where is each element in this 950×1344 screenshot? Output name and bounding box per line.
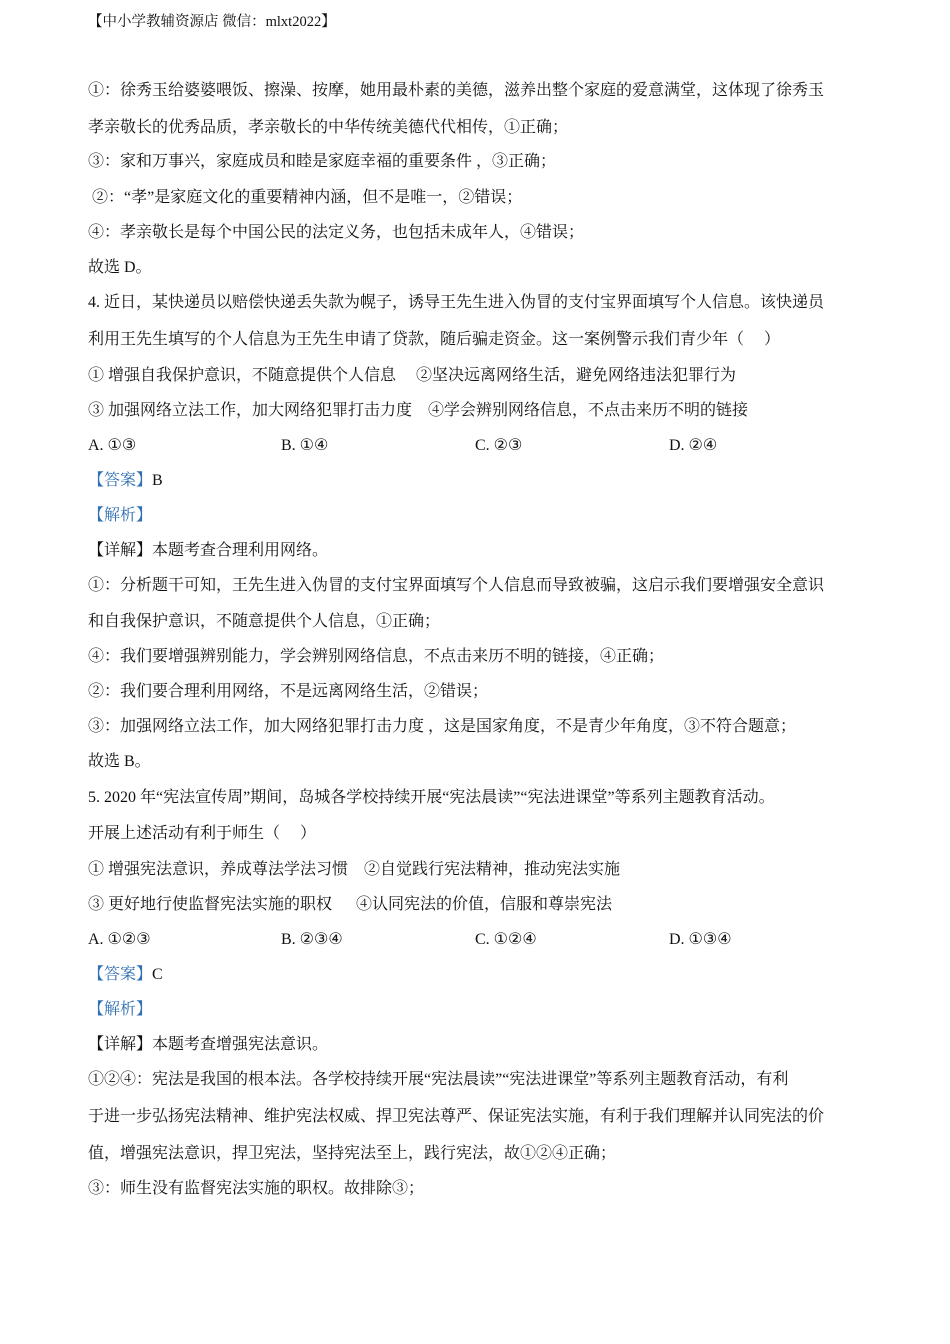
detail-line: 【详解】本题考查合理利用网络。	[88, 542, 329, 559]
detail-line: 值，增强宪法意识，捍卫宪法，坚持宪法至上，践行宪法，故①②④正确；	[88, 1145, 617, 1162]
option-c: C. ①②④	[475, 931, 537, 948]
option-b: B. ①④	[281, 437, 329, 454]
question-stem: 4. 近日，某快递员以赔偿快递丢失款为幌子，诱导王先生进入伪冒的支付宝界面填写个人信息。该快递员	[88, 294, 825, 311]
question-stem: 5. 2020 年“宪法宣传周”期间，岛城各学校持续开展“宪法晨读”“宪法进课堂”等系列主题教育活动。	[88, 789, 775, 806]
analysis-line: ④：孝亲敬长是每个中国公民的法定义务，也包括未成年人，④错误；	[88, 224, 585, 241]
answer-value: C	[152, 966, 163, 983]
detail-line: 和自我保护意识，不随意提供个人信息，①正确；	[88, 613, 441, 630]
detail-line: ①②④：宪法是我国的根本法。各学校持续开展“宪法晨读”“宪法进课堂”等系列主题教育活动，有利	[88, 1071, 789, 1088]
detail-line: ①：分析题干可知，王先生进入伪冒的支付宝界面填写个人信息而导致被骗，这启示我们要增强安全意识	[88, 577, 825, 594]
answer-label: 【答案】	[88, 966, 153, 983]
analysis-label: 【解析】	[88, 507, 153, 524]
detail-line: ④：我们要增强辨别能力，学会辨别网络信息，不点击来历不明的链接，④正确；	[88, 648, 665, 665]
detail-line: ③：师生没有监督宪法实施的职权。故排除③；	[88, 1180, 425, 1197]
option-b: B. ②③④	[281, 931, 343, 948]
question-statements: ① 增强宪法意识，养成尊法学法习惯 ②自觉践行宪法精神，推动宪法实施	[88, 861, 621, 878]
analysis-line: ③：家和万事兴，家庭成员和睦是家庭幸福的重要条件 ，③正确；	[88, 153, 557, 170]
option-a: A. ①②③	[88, 931, 151, 948]
option-d: D. ②④	[669, 437, 718, 454]
detail-conclusion: 故选 B。	[88, 753, 151, 770]
option-a: A. ①③	[88, 437, 137, 454]
answer-value: B	[152, 472, 163, 489]
watermark-header: 【中小学教辅资源店 微信：mlxt2022】	[88, 14, 336, 30]
answer-line	[88, 965, 163, 985]
detail-line: ③：加强网络立法工作，加大网络犯罪打击力度 ，这是国家角度，不是青少年角度，③不符合题意；	[88, 718, 797, 735]
analysis-line: 孝亲敬长的优秀品质，孝亲敬长的中华传统美德代代相传，①正确；	[88, 119, 569, 136]
analysis-label: 【解析】	[88, 1001, 153, 1018]
detail-line: ②：我们要合理利用网络，不是远离网络生活，②错误；	[88, 683, 489, 700]
answer-line	[88, 471, 163, 491]
question-statements: ③ 更好地行使监督宪法实施的职权 ④认同宪法的价值，信服和尊崇宪法	[88, 896, 613, 913]
answer-label: 【答案】	[88, 472, 153, 489]
question-stem: 开展上述活动有利于师生（ ）	[88, 825, 317, 842]
question-statements: ③ 加强网络立法工作，加大网络犯罪打击力度 ④学会辨别网络信息，不点击来历不明的链接	[88, 402, 749, 419]
analysis-line: ①：徐秀玉给婆婆喂饭、擦澡、按摩，她用最朴素的美德，滋养出整个家庭的爱意满堂，这体现了徐秀玉	[88, 82, 825, 99]
detail-line: 于进一步弘扬宪法精神、维护宪法权威、捍卫宪法尊严、保证宪法实施，有利于我们理解并认同宪法的价	[88, 1108, 825, 1125]
option-c: C. ②③	[475, 437, 523, 454]
analysis-conclusion: 故选 D。	[88, 259, 152, 276]
analysis-line: ②：“孝”是家庭文化的重要精神内涵，但不是唯一，②错误；	[88, 189, 523, 206]
question-stem: 利用王先生填写的个人信息为王先生申请了贷款，随后骗走资金。这一案例警示我们青少年（ ）	[88, 331, 781, 348]
question-statements: ① 增强自我保护意识，不随意提供个人信息 ②坚决远离网络生活，避免网络违法犯罪行为	[88, 367, 737, 384]
option-d: D. ①③④	[669, 931, 732, 948]
detail-line: 【详解】本题考查增强宪法意识。	[88, 1036, 329, 1053]
